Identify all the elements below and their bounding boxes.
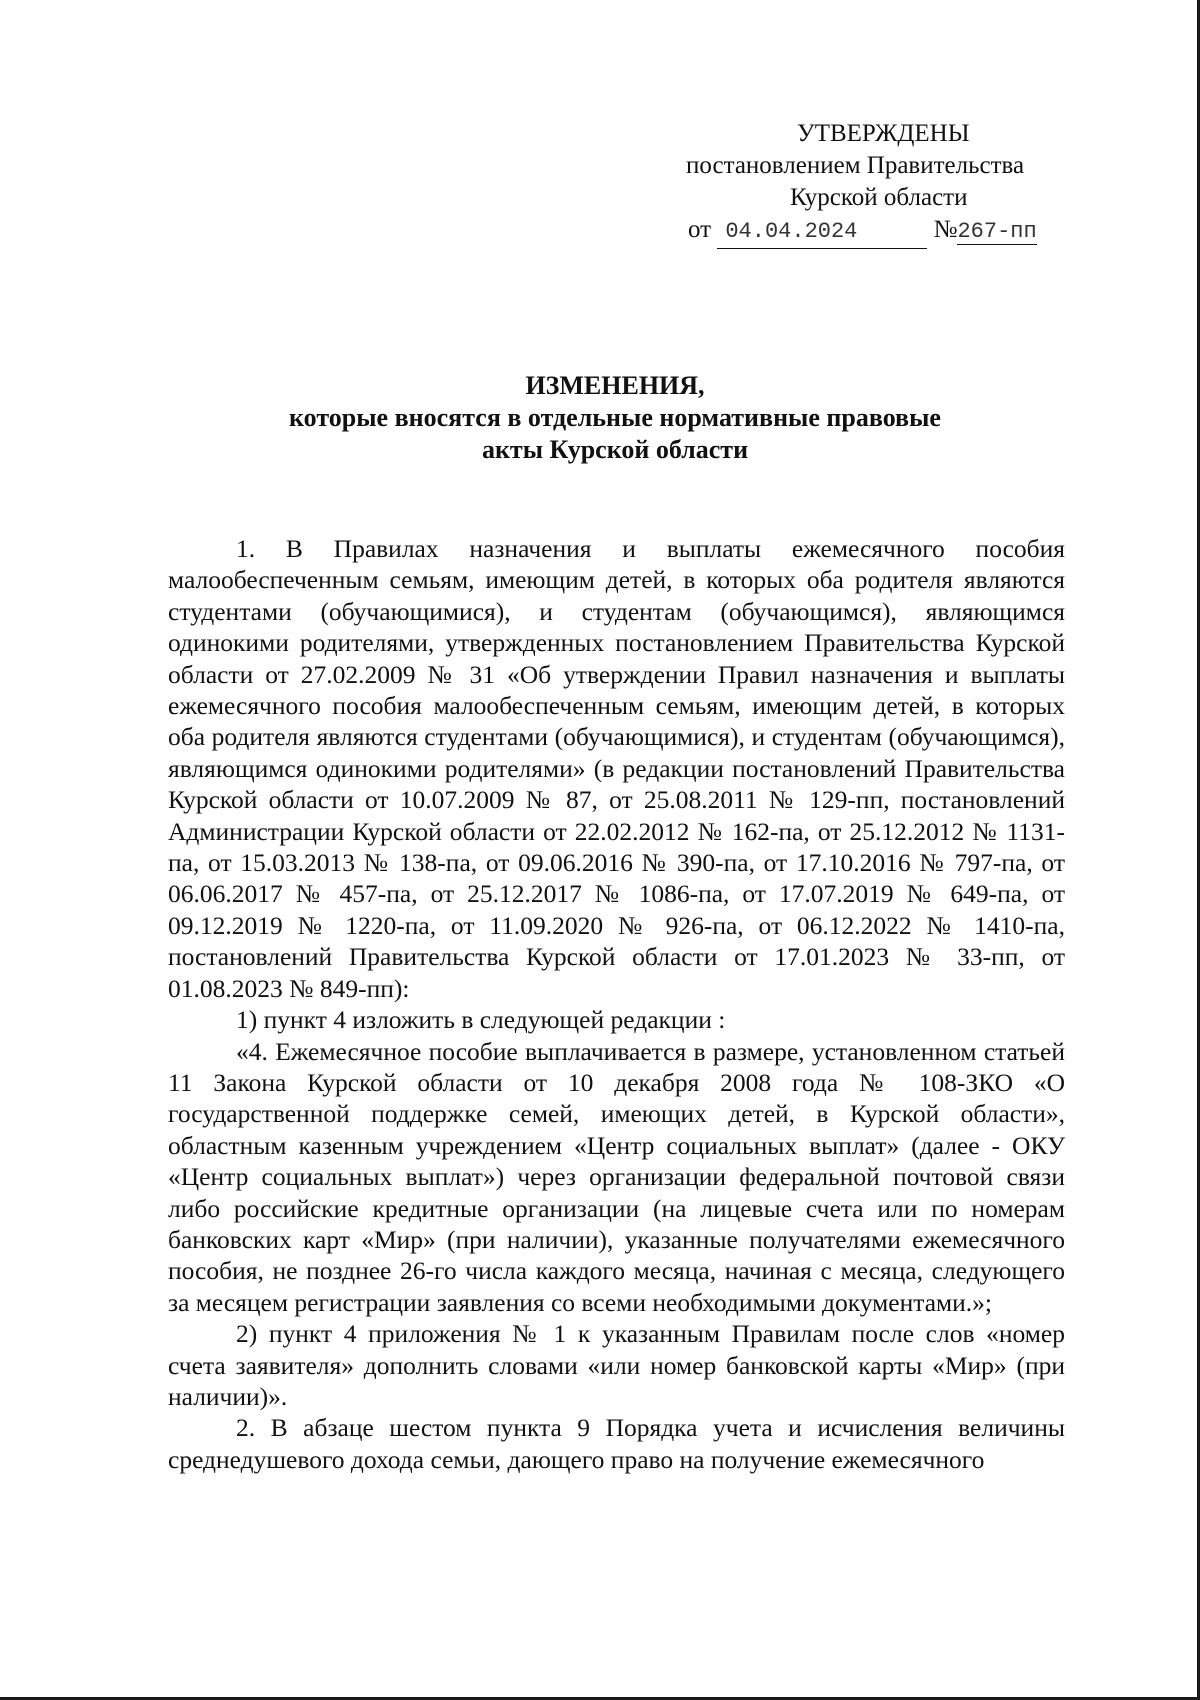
document-body [168,533,1065,1475]
title-line-3: акты Курской области [481,435,749,464]
paragraph-4: 2) пункт 4 приложения № 1 к указанным Правилам после слов «номер счета заявителя» дополнить словами «или номер банковской карты «Мир» (при наличии)». [168,1319,1065,1411]
date-prefix: от [688,216,712,243]
title-line-1: ИЗМЕНЕНИЯ, [525,371,705,400]
paragraph-5: 2. В абзаце шестом пункта 9 Порядка учета и исчисления величины среднедушевого дохода семьи, дающего право на получение ежемесячного [168,1413,1065,1474]
approval-resolution-line: постановлением Правительства [686,152,1025,179]
number-prefix: № [933,216,958,243]
approval-region-line: Курской области [790,184,968,211]
approval-block [680,118,1100,249]
approval-date-number-line [680,214,1100,249]
approval-number: 267-пп [957,219,1037,244]
approval-date: 04.04.2024 [717,216,927,249]
title-line-2: которые вносятся в отдельные нормативные правовые [289,403,941,432]
document-title [170,370,1060,466]
approval-heading: УТВЕРЖДЕНЫ [797,120,970,147]
paragraph-2: 1) пункт 4 изложить в следующей редакции : [236,1005,726,1035]
paragraph-3: «4. Ежемесячное пособие выплачивается в размере, установленном статьей 11 Закона Курской области от 10 декабря 2008 года № 108-ЗКО «О государственной поддержке семей, имеющих детей, в Курской области», областным казенным учреждением «Центр социальных выплат» (далее - ОКУ «Центр социальных выплат») через организации федеральной почтовой связи либо российские кредитные организации (на лицевые счета или по номерам банковских карт «Мир» (при наличии), указанные получателями ежемесячного пособия, не позднее 26-го числа каждого месяца, начиная с месяца, следующего за месяцем регистрации заявления со всеми необходимыми документами.»; [168,1036,1065,1317]
paragraph-1: 1. В Правилах назначения и выплаты ежемесячного пособия малообеспеченным семьям, имеющим детей, в которых оба родителя являются студентами (обучающимися), и студентам (обучающимся), являющимся одинокими родителями, утвержденных постановлением Правительства Курской области от 27.02.2009 № 31 «Об утверждении Правил назначения и выплаты ежемесячного пособия малообеспеченным семьям, имеющим детей, в которых оба родителя являются студентами (обучающимися), и студентам (обучающимся), являющимся одинокими родителями» (в редакции постановлений Правительства Курской области от 10.07.2009 № 87, от 25.08.2011 № 129-пп, постановлений Администрации Курской области от 22.02.2012 № 162-па, от 25.12.2012 № 1131-па, от 15.03.2013 № 138-па, от 09.06.2016 № 390-па, от 17.10.2016 № 797-па, от 06.06.2017 № 457-па, от 25.12.2017 № 1086-па, от 17.07.2019 № 649-па, от 09.12.2019 № 1220-па, от 11.09.2020 № 926-па, от 06.12.2022 № 1410-па, постановлений Правительства Курской области от 17.01.2023 № 33-пп, от 01.08.2023 № 849-пп): [168,534,1065,1003]
